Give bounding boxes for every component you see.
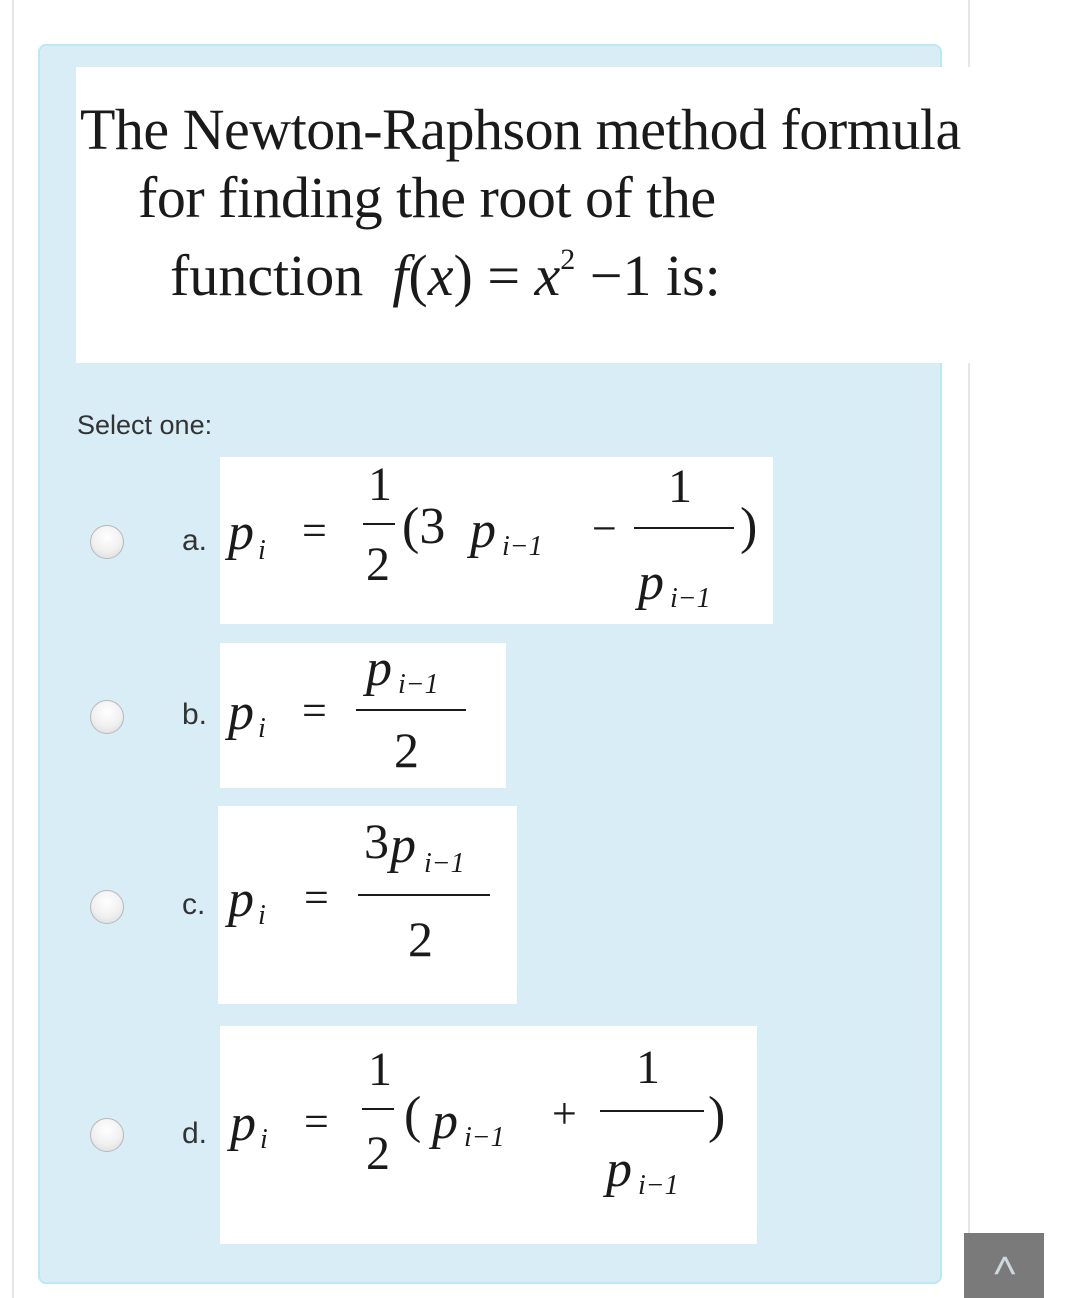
formula-equals: =	[302, 506, 327, 555]
select-one-label: Select one:	[77, 410, 213, 440]
formula-p: p	[390, 817, 416, 874]
formula-numerator-coefficient: 3	[364, 813, 389, 869]
formula-p: p	[638, 554, 664, 611]
formula-sub: i	[258, 900, 266, 931]
question-line-3: function $f(x) = x^2 -1$ is:	[170, 242, 721, 308]
formula-equals: =	[304, 873, 329, 922]
formula-p: p	[432, 1093, 458, 1150]
formula-sub: i	[260, 1124, 268, 1155]
scroll-to-top-button[interactable]	[964, 1233, 1044, 1298]
option-c-radio[interactable]	[90, 890, 124, 924]
option-b-formula[interactable]	[220, 640, 506, 788]
formula-paren-close: )	[708, 1087, 726, 1144]
option-a-formula[interactable]	[220, 457, 773, 624]
formula-denominator: 2	[366, 538, 390, 591]
option-c-formula[interactable]	[218, 806, 517, 1004]
formula-denominator: 2	[408, 911, 433, 967]
chevron-up-icon: <	[982, 1253, 1029, 1278]
option-d-letter: d.	[182, 1117, 208, 1150]
formula-operator: +	[552, 1089, 577, 1138]
formula-p: p	[230, 1095, 256, 1152]
formula-sub: i−1	[670, 583, 711, 614]
formula-p: p	[228, 871, 254, 928]
formula-p: p	[366, 640, 392, 697]
option-b-letter: b.	[182, 698, 208, 731]
formula-p: p	[470, 502, 496, 559]
formula-equals: =	[304, 1097, 329, 1146]
fraction-bar	[358, 894, 490, 896]
option-a-radio[interactable]	[90, 525, 124, 559]
page-left-rule	[12, 0, 14, 1298]
fraction-bar	[634, 527, 734, 529]
fraction-bar	[363, 523, 395, 525]
option-d-radio[interactable]	[90, 1118, 124, 1152]
formula-paren-open: (	[404, 1087, 422, 1144]
formula-sub: i−1	[502, 531, 543, 562]
formula-sub: i	[258, 535, 266, 566]
option-c-letter: c.	[182, 888, 206, 921]
formula-p: p	[228, 504, 254, 561]
formula-p: p	[606, 1141, 632, 1198]
formula-operator: −	[592, 504, 617, 553]
formula-denominator: 2	[394, 722, 419, 778]
fraction-bar	[600, 1110, 704, 1112]
question-line-2: for finding the root of the	[138, 165, 716, 230]
fraction-bar	[356, 709, 466, 711]
formula-numerator: 1	[368, 458, 392, 511]
fraction-bar	[362, 1108, 394, 1110]
option-d-formula[interactable]	[220, 1026, 757, 1244]
question-line-1: The Newton-Raphson method formula	[80, 97, 961, 162]
formula-sub: i−1	[398, 669, 439, 700]
formula-paren-close: )	[740, 498, 758, 555]
formula-sub: i	[258, 713, 266, 744]
formula-sub: i−1	[638, 1170, 679, 1201]
option-a-letter: a.	[182, 524, 208, 557]
formula-paren-open: (3	[402, 498, 446, 555]
formula-denominator: 2	[366, 1127, 390, 1180]
formula-numerator: 1	[368, 1043, 392, 1096]
formula-numerator: 1	[668, 460, 692, 513]
formula-sub: i−1	[424, 848, 465, 879]
formula-equals: =	[302, 686, 327, 735]
question-text-image	[76, 67, 1048, 363]
formula-numerator: 1	[636, 1041, 660, 1094]
formula-p: p	[228, 684, 254, 741]
formula-sub: i−1	[464, 1122, 505, 1153]
option-b-radio[interactable]	[90, 700, 124, 734]
